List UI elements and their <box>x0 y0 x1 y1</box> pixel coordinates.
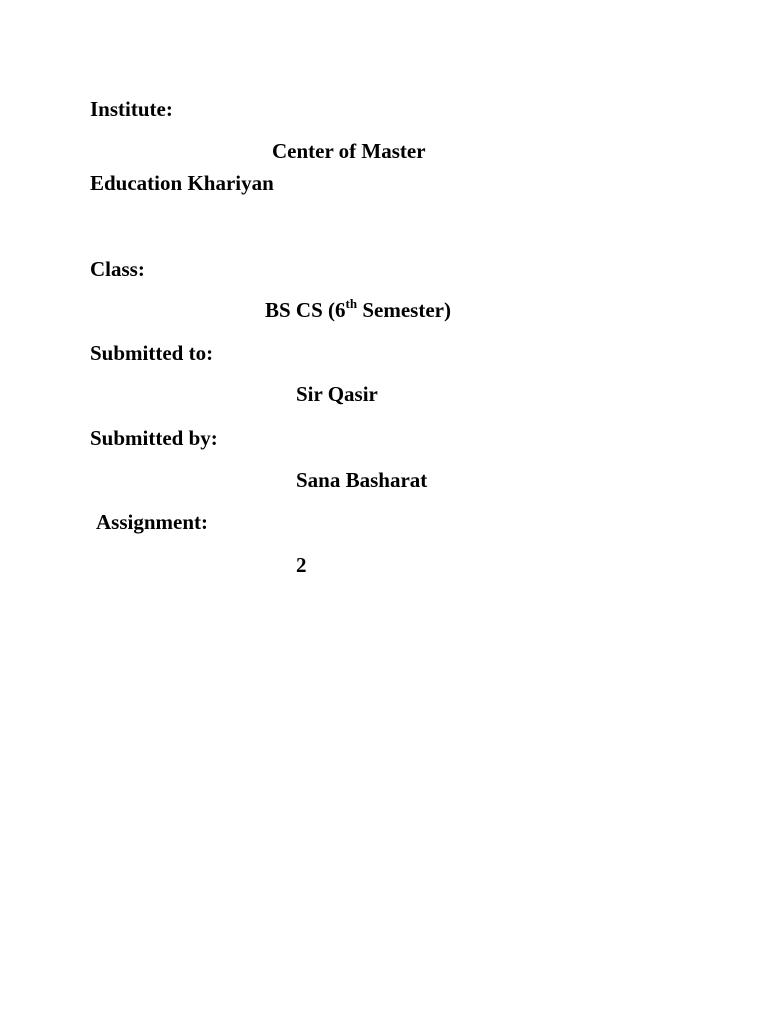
assignment-label: Assignment: <box>96 510 209 534</box>
submitted-to-label: Submitted to: <box>90 341 214 365</box>
institute-label: Institute: <box>90 97 173 121</box>
submitted-by-value: Sana Basharat <box>296 468 428 492</box>
class-value-sup: th <box>345 296 358 311</box>
submitted-to-value: Sir Qasir <box>296 382 378 406</box>
class-value <box>265 297 451 323</box>
assignment-value: 2 <box>296 553 307 577</box>
submitted-by-label: Submitted by: <box>90 426 218 450</box>
institute-value-line2: Education Khariyan <box>90 171 274 195</box>
class-value-prefix: BS CS (6 <box>265 298 346 322</box>
institute-value-line1: Center of Master <box>272 139 426 163</box>
class-value-suffix: Semester) <box>357 298 451 322</box>
class-label: Class: <box>90 257 145 281</box>
